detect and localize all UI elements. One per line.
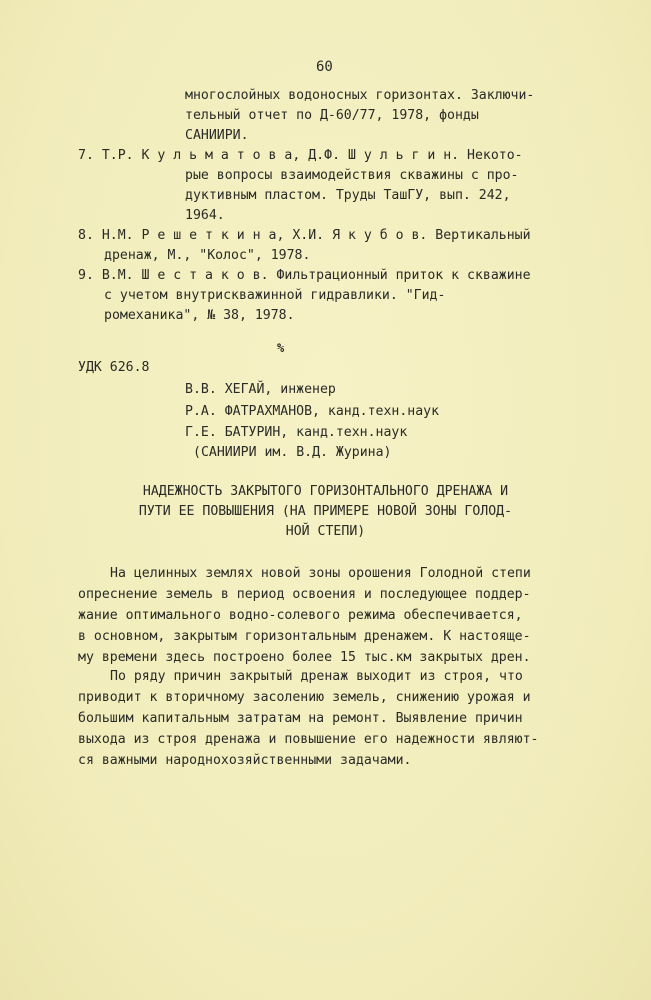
body-text-line: приводит к вторичному засолению земель, снижению урожая и <box>78 690 531 705</box>
reference-continuation-line: тельный отчет по Д-60/77, 1978, фонды <box>185 108 479 123</box>
reference-7-line: дуктивным пластом. Труды ТашГУ, вып. 242, <box>185 188 511 203</box>
article-title-line: НАДЕЖНОСТЬ ЗАКРЫТОГО ГОРИЗОНТАЛЬНОГО ДРЕНАЖА И <box>142 484 509 499</box>
reference-continuation-line: многослойных водоносных горизонтах. Заключи- <box>185 88 535 103</box>
udk-code: УДК 626.8 <box>78 360 150 375</box>
article-title-line: ПУТИ ЕЕ ПОВЫШЕНИЯ (НА ПРИМЕРЕ НОВОЙ ЗОНЫ ГОЛОД- <box>138 504 513 519</box>
author-line: В.В. ХЕГАЙ, инженер <box>185 382 336 397</box>
reference-8-line: дренаж, М., "Колос", 1978. <box>104 248 311 263</box>
separator-mark: % <box>277 341 285 355</box>
body-text-line: в основном, закрытым горизонтальным дренажем. К настояще- <box>78 629 531 644</box>
article-title-line: НОЙ СТЕПИ) <box>285 524 366 539</box>
reference-9-line: с учетом внутрискважинной гидравлики. "Гид- <box>104 288 446 303</box>
body-text-line: большим капитальным затратам на ремонт. Выявление причин <box>78 711 523 726</box>
page-number: 60 <box>316 59 333 75</box>
body-text-line: ся важными народнохозяйственными задачами. <box>78 753 412 768</box>
reference-7-line: 7. Т.Р. К у л ь м а т о в а, Д.Ф. Ш у л ь г и н. Некото- <box>78 148 523 163</box>
body-text-line: жание оптимального водно-солевого режима обеспечивается, <box>78 608 523 623</box>
reference-9-line: 9. В.М. Ш е с т а к о в. Фильтрационный приток к скважине <box>78 268 531 283</box>
reference-8-line: 8. Н.М. Р е ш е т к и н а, Х.И. Я к у б о в. Вертикальный <box>78 228 531 243</box>
body-text-line: му времени здесь построено более 15 тыс.км закрытых дрен. <box>78 650 531 665</box>
body-text-line: выхода из строя дренажа и повышение его надежности являют- <box>78 732 539 747</box>
body-text-line: По ряду причин закрытый дренаж выходит из строя, что <box>110 669 523 684</box>
reference-9-line: ромеханика", № 38, 1978. <box>104 308 295 323</box>
reference-continuation-line: САНИИРИ. <box>185 128 249 143</box>
reference-7-line: 1964. <box>185 208 225 223</box>
body-text-line: На целинных землях новой зоны орошения Голодной степи <box>110 566 531 581</box>
reference-7-line: рые вопросы взаимодействия скважины с про- <box>185 168 519 183</box>
affiliation-line: (САНИИРИ им. В.Д. Журина) <box>193 445 392 460</box>
body-text-line: опреснение земель в период освоения и последующее поддер- <box>78 587 531 602</box>
author-line: Г.Е. БАТУРИН, канд.техн.наук <box>185 425 408 440</box>
author-line: Р.А. ФАТРАХМАНОВ, канд.техн.наук <box>185 404 440 419</box>
